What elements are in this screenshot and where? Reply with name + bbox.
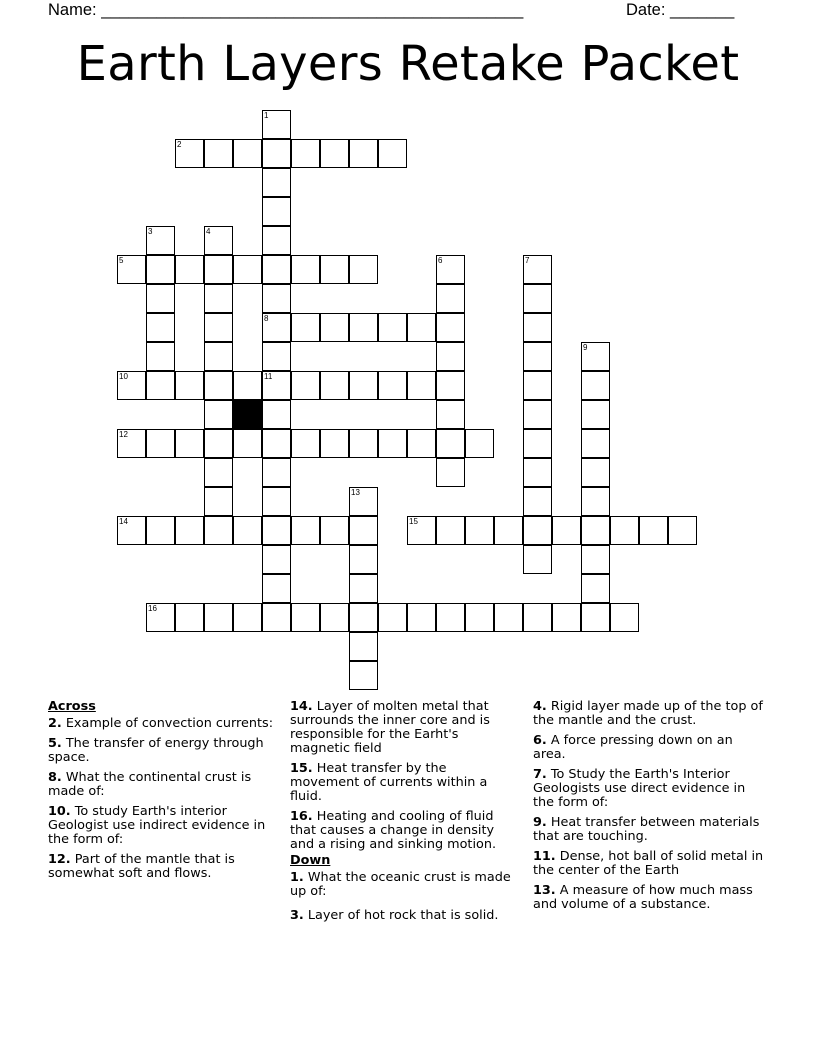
crossword-cell[interactable] bbox=[146, 603, 175, 632]
crossword-cell[interactable] bbox=[610, 516, 639, 545]
crossword-cell[interactable] bbox=[349, 313, 378, 342]
crossword-cell[interactable] bbox=[378, 371, 407, 400]
clue-across-5: 5. The transfer of energy through space. bbox=[48, 736, 264, 765]
crossword-cell[interactable] bbox=[523, 429, 552, 458]
crossword-cell[interactable] bbox=[320, 313, 349, 342]
crossword-cell[interactable] bbox=[552, 603, 581, 632]
crossword-cell[interactable] bbox=[175, 603, 204, 632]
crossword-cell[interactable] bbox=[204, 516, 233, 545]
clue-across-15: 15. Heat transfer by the movement of currents within a fluid. bbox=[290, 761, 488, 804]
crossword-cell[interactable] bbox=[262, 110, 291, 139]
crossword-cell[interactable] bbox=[494, 603, 523, 632]
date-line: _______ bbox=[670, 1, 735, 19]
crossword-cell[interactable] bbox=[320, 429, 349, 458]
crossword-cell[interactable] bbox=[262, 313, 291, 342]
crossword-cell[interactable] bbox=[407, 603, 436, 632]
crossword-cell[interactable] bbox=[320, 516, 349, 545]
crossword-cell[interactable] bbox=[523, 400, 552, 429]
crossword-cell[interactable] bbox=[204, 342, 233, 371]
crossword-cell[interactable] bbox=[436, 313, 465, 342]
clue-number: 12 bbox=[119, 430, 128, 439]
crossword-cell[interactable] bbox=[523, 371, 552, 400]
crossword-cell[interactable] bbox=[233, 371, 262, 400]
crossword-cell[interactable] bbox=[291, 516, 320, 545]
crossword-cell[interactable] bbox=[262, 226, 291, 255]
crossword-cell[interactable] bbox=[291, 313, 320, 342]
crossword-cell[interactable] bbox=[523, 487, 552, 516]
clue-number: 2 bbox=[177, 140, 182, 149]
crossword-cell[interactable] bbox=[523, 516, 552, 545]
crossword-cell[interactable] bbox=[581, 458, 610, 487]
crossword-cell[interactable] bbox=[523, 255, 552, 284]
crossword-cell[interactable] bbox=[204, 603, 233, 632]
crossword-cell[interactable] bbox=[436, 284, 465, 313]
crossword-cell[interactable] bbox=[291, 255, 320, 284]
crossword-cell[interactable] bbox=[175, 429, 204, 458]
clue-number: 4 bbox=[206, 227, 211, 236]
crossword-cell[interactable] bbox=[262, 342, 291, 371]
crossword-cell[interactable] bbox=[349, 603, 378, 632]
crossword-cell[interactable] bbox=[436, 255, 465, 284]
name-label: Name: bbox=[48, 1, 97, 19]
crossword-cell[interactable] bbox=[175, 371, 204, 400]
crossword-cell[interactable] bbox=[407, 516, 436, 545]
crossword-cell[interactable] bbox=[262, 574, 291, 603]
crossword-cell[interactable] bbox=[436, 603, 465, 632]
crossword-cell[interactable] bbox=[146, 371, 175, 400]
crossword-cell[interactable] bbox=[146, 313, 175, 342]
crossword-cell[interactable] bbox=[262, 371, 291, 400]
crossword-cell[interactable] bbox=[233, 603, 262, 632]
crossword-cell[interactable] bbox=[204, 226, 233, 255]
crossword-cell[interactable] bbox=[175, 516, 204, 545]
crossword-cell[interactable] bbox=[581, 400, 610, 429]
crossword-cell[interactable] bbox=[204, 139, 233, 168]
clue-column-2 bbox=[290, 700, 518, 929]
clue-down-7: 7. To Study the Earth's Interior Geologists use direct evidence in the form of: bbox=[533, 767, 746, 810]
crossword-cell[interactable] bbox=[204, 371, 233, 400]
clue-number: 5 bbox=[119, 256, 124, 265]
crossword-cell[interactable] bbox=[465, 603, 494, 632]
crossword-cell[interactable] bbox=[581, 342, 610, 371]
crossword-cell[interactable] bbox=[523, 284, 552, 313]
crossword-cell[interactable] bbox=[349, 429, 378, 458]
clue-number: 11 bbox=[264, 372, 273, 381]
crossword-cell[interactable] bbox=[117, 516, 146, 545]
clue-across-14: 14. Layer of molten metal that surrounds the inner core and is responsible for the Earht's magnetic field bbox=[290, 699, 490, 756]
clue-down-1: 1. What the oceanic crust is made up of: bbox=[290, 870, 511, 899]
crossword-cell[interactable] bbox=[262, 255, 291, 284]
crossword-cell[interactable] bbox=[349, 574, 378, 603]
crossword-cell[interactable] bbox=[349, 487, 378, 516]
crossword-cell[interactable] bbox=[262, 168, 291, 197]
crossword-cell[interactable] bbox=[117, 429, 146, 458]
crossword-cell[interactable] bbox=[523, 545, 552, 574]
clue-column-1 bbox=[48, 700, 280, 887]
crossword-cell[interactable] bbox=[204, 458, 233, 487]
crossword-cell[interactable] bbox=[175, 255, 204, 284]
clue-across-16: 16. Heating and cooling of fluid that causes a change in density and a rising and sinking motion. bbox=[290, 809, 497, 852]
crossword-cell[interactable] bbox=[378, 603, 407, 632]
crossword-cell[interactable] bbox=[262, 139, 291, 168]
crossword-cell[interactable] bbox=[581, 545, 610, 574]
crossword-cell[interactable] bbox=[175, 139, 204, 168]
crossword-cell[interactable] bbox=[349, 545, 378, 574]
crossword-cell[interactable] bbox=[581, 516, 610, 545]
crossword-cell[interactable] bbox=[291, 429, 320, 458]
crossword-cell[interactable] bbox=[378, 429, 407, 458]
clue-number: 16 bbox=[148, 604, 157, 613]
crossword-cell[interactable] bbox=[523, 342, 552, 371]
crossword-cell[interactable] bbox=[146, 226, 175, 255]
crossword-cell[interactable] bbox=[146, 429, 175, 458]
crossword-cell[interactable] bbox=[581, 371, 610, 400]
crossword-cell[interactable] bbox=[668, 516, 697, 545]
crossword-cell[interactable] bbox=[523, 313, 552, 342]
crossword-cell[interactable] bbox=[552, 516, 581, 545]
crossword-cell[interactable] bbox=[146, 284, 175, 313]
crossword-cell[interactable] bbox=[436, 458, 465, 487]
crossword-cell[interactable] bbox=[407, 371, 436, 400]
crossword-cell[interactable] bbox=[262, 284, 291, 313]
clue-down-3: 3. Layer of hot rock that is solid. bbox=[290, 908, 499, 923]
crossword-cell[interactable] bbox=[262, 458, 291, 487]
crossword-cell[interactable] bbox=[639, 516, 668, 545]
crossword-cell[interactable] bbox=[407, 313, 436, 342]
crossword-cell[interactable] bbox=[581, 603, 610, 632]
clue-down-6: 6. A force pressing down on an area. bbox=[533, 733, 733, 762]
crossword-cell[interactable] bbox=[349, 516, 378, 545]
crossword-cell[interactable] bbox=[262, 603, 291, 632]
clue-number: 8 bbox=[264, 314, 269, 323]
clue-down-9: 9. Heat transfer between materials that are touching. bbox=[533, 815, 760, 844]
crossword-cell[interactable] bbox=[204, 284, 233, 313]
crossword-cell[interactable] bbox=[204, 487, 233, 516]
crossword-cell[interactable] bbox=[581, 429, 610, 458]
crossword-cell[interactable] bbox=[436, 429, 465, 458]
name-line: ______________________________________________ bbox=[101, 1, 524, 19]
crossword-cell[interactable] bbox=[262, 400, 291, 429]
crossword-cell[interactable] bbox=[494, 516, 523, 545]
clue-down-4: 4. Rigid layer made up of the top of the mantle and the crust. bbox=[533, 699, 763, 728]
date-label: Date: bbox=[626, 1, 666, 19]
crossword-cell[interactable] bbox=[436, 400, 465, 429]
clue-number: 10 bbox=[119, 372, 128, 381]
crossword-cell[interactable] bbox=[349, 255, 378, 284]
crossword-cell[interactable] bbox=[291, 371, 320, 400]
clue-across-12: 12. Part of the mantle that is somewhat soft and flows. bbox=[48, 852, 235, 881]
crossword-cell[interactable] bbox=[349, 371, 378, 400]
clue-column-3 bbox=[533, 700, 765, 918]
crossword-cell[interactable] bbox=[610, 603, 639, 632]
clue-number: 13 bbox=[351, 488, 360, 497]
crossword-cell[interactable] bbox=[291, 139, 320, 168]
crossword-cell[interactable] bbox=[436, 516, 465, 545]
clue-number: 7 bbox=[525, 256, 530, 265]
crossword-cell[interactable] bbox=[233, 516, 262, 545]
clue-down-13: 13. A measure of how much mass and volume of a substance. bbox=[533, 883, 753, 912]
crossword-cell[interactable] bbox=[349, 661, 378, 690]
crossword-cell[interactable] bbox=[320, 255, 349, 284]
crossword-cell[interactable] bbox=[204, 429, 233, 458]
crossword-cell[interactable] bbox=[204, 255, 233, 284]
crossword-cell[interactable] bbox=[465, 516, 494, 545]
crossword-cell[interactable] bbox=[262, 429, 291, 458]
clue-across-8: 8. What the continental crust is made of: bbox=[48, 770, 252, 799]
crossword-cell[interactable] bbox=[146, 255, 175, 284]
clue-number: 15 bbox=[409, 517, 418, 526]
crossword-cell[interactable] bbox=[262, 197, 291, 226]
crossword-cell[interactable] bbox=[146, 342, 175, 371]
crossword-cell[interactable] bbox=[320, 371, 349, 400]
crossword-cell[interactable] bbox=[349, 632, 378, 661]
crossword-cell[interactable] bbox=[117, 371, 146, 400]
crossword-cell[interactable] bbox=[262, 545, 291, 574]
crossword-cell[interactable] bbox=[436, 342, 465, 371]
crossword-cell[interactable] bbox=[233, 255, 262, 284]
crossword-cell[interactable] bbox=[262, 516, 291, 545]
clue-number: 6 bbox=[438, 256, 443, 265]
crossword-cell[interactable] bbox=[407, 429, 436, 458]
crossword-cell[interactable] bbox=[349, 139, 378, 168]
crossword-cell[interactable] bbox=[204, 400, 233, 429]
crossword-cell[interactable] bbox=[146, 516, 175, 545]
crossword-cell[interactable] bbox=[233, 139, 262, 168]
crossword-cell[interactable] bbox=[436, 371, 465, 400]
clue-number: 1 bbox=[264, 111, 269, 120]
crossword-cell[interactable] bbox=[523, 603, 552, 632]
clue-number: 3 bbox=[148, 227, 153, 236]
crossword-cell[interactable] bbox=[378, 139, 407, 168]
crossword-cell[interactable] bbox=[523, 458, 552, 487]
crossword-cell[interactable] bbox=[233, 429, 262, 458]
black-square bbox=[233, 400, 262, 429]
clue-number: 9 bbox=[583, 343, 588, 352]
clue-number: 14 bbox=[119, 517, 128, 526]
across-heading: Across bbox=[48, 699, 96, 714]
crossword-cell[interactable] bbox=[262, 487, 291, 516]
clue-across-2: 2. Example of convection currents: bbox=[48, 716, 274, 731]
clue-down-11: 11. Dense, hot ball of solid metal in the center of the Earth bbox=[533, 849, 764, 878]
page-title: Earth Layers Retake Packet bbox=[76, 36, 740, 92]
crossword-cell[interactable] bbox=[204, 313, 233, 342]
crossword-cell[interactable] bbox=[320, 603, 349, 632]
crossword-cell[interactable] bbox=[117, 255, 146, 284]
crossword-cell[interactable] bbox=[378, 313, 407, 342]
down-heading: Down bbox=[290, 853, 331, 868]
crossword-cell[interactable] bbox=[320, 139, 349, 168]
crossword-cell[interactable] bbox=[581, 487, 610, 516]
crossword-cell[interactable] bbox=[581, 574, 610, 603]
clue-across-10: 10. To study Earth's interior Geologist use indirect evidence in the form of: bbox=[48, 804, 266, 847]
crossword-cell[interactable] bbox=[465, 429, 494, 458]
crossword-cell[interactable] bbox=[291, 603, 320, 632]
